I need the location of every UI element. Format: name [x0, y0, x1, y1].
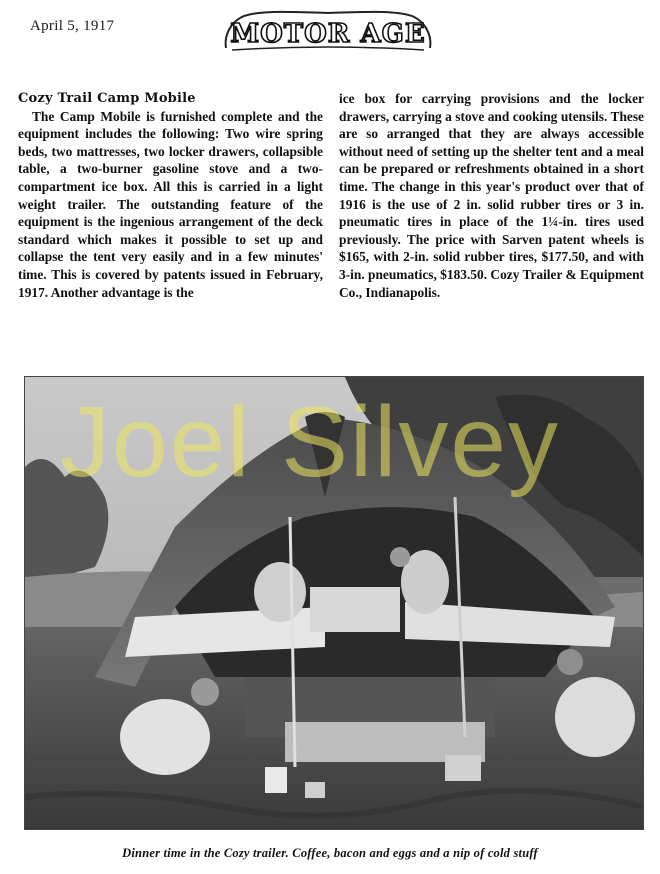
- article-right-column: [339, 90, 644, 301]
- watermark-text: Joel Silvey: [60, 386, 560, 498]
- issue-date: April 5, 1917: [30, 18, 115, 34]
- photo-caption: Dinner time in the Cozy trailer. Coffee, bacon and eggs and a nip of cold stuff: [122, 846, 538, 860]
- masthead-logo: [222, 8, 434, 54]
- trailer-photo: [24, 376, 644, 830]
- svg-text:MOTOR AGE: MOTOR AGE: [230, 19, 426, 49]
- article-left-column: [18, 90, 323, 301]
- article-left-text: The Camp Mobile is furnished complete and the equipment includes the following: Two wire spring beds, two mattresses, two locker drawers, collapsible table, a two-burner gasoline stove and a two-compartment ice box. All this is carried in a light weight trailer. The outstanding feature of the equipment is the ingenious arrangement of the deck standard which makes it possible to set up and collapse the tent very easily and in a few minutes' time. This is covered by patents issued in February, 1917. Another advantage is the: [18, 108, 323, 300]
- article-right-text: ice box for carrying provisions and the locker drawers, carrying a stove and cooking utensils. These are so arranged that they are always accessible without need of setting up the shelter tent and a meal can be prepared or refreshments obtained in a short time. The change in this year's product over that of 1916 is the use of 2 in. solid rubber tires or 3 in. pneumatic tires in place of the 1¼-in. tires used previously. The price with Sarven patent wheels is $165, with 2-in. solid rubber tires, $177.50, and with 3-in. pneumatics, $183.50. Cozy Trailer & Equipment Co., Indianapolis.: [339, 91, 645, 300]
- article-body: [18, 90, 644, 301]
- article-headline: Cozy Trail Camp Mobile: [18, 91, 196, 106]
